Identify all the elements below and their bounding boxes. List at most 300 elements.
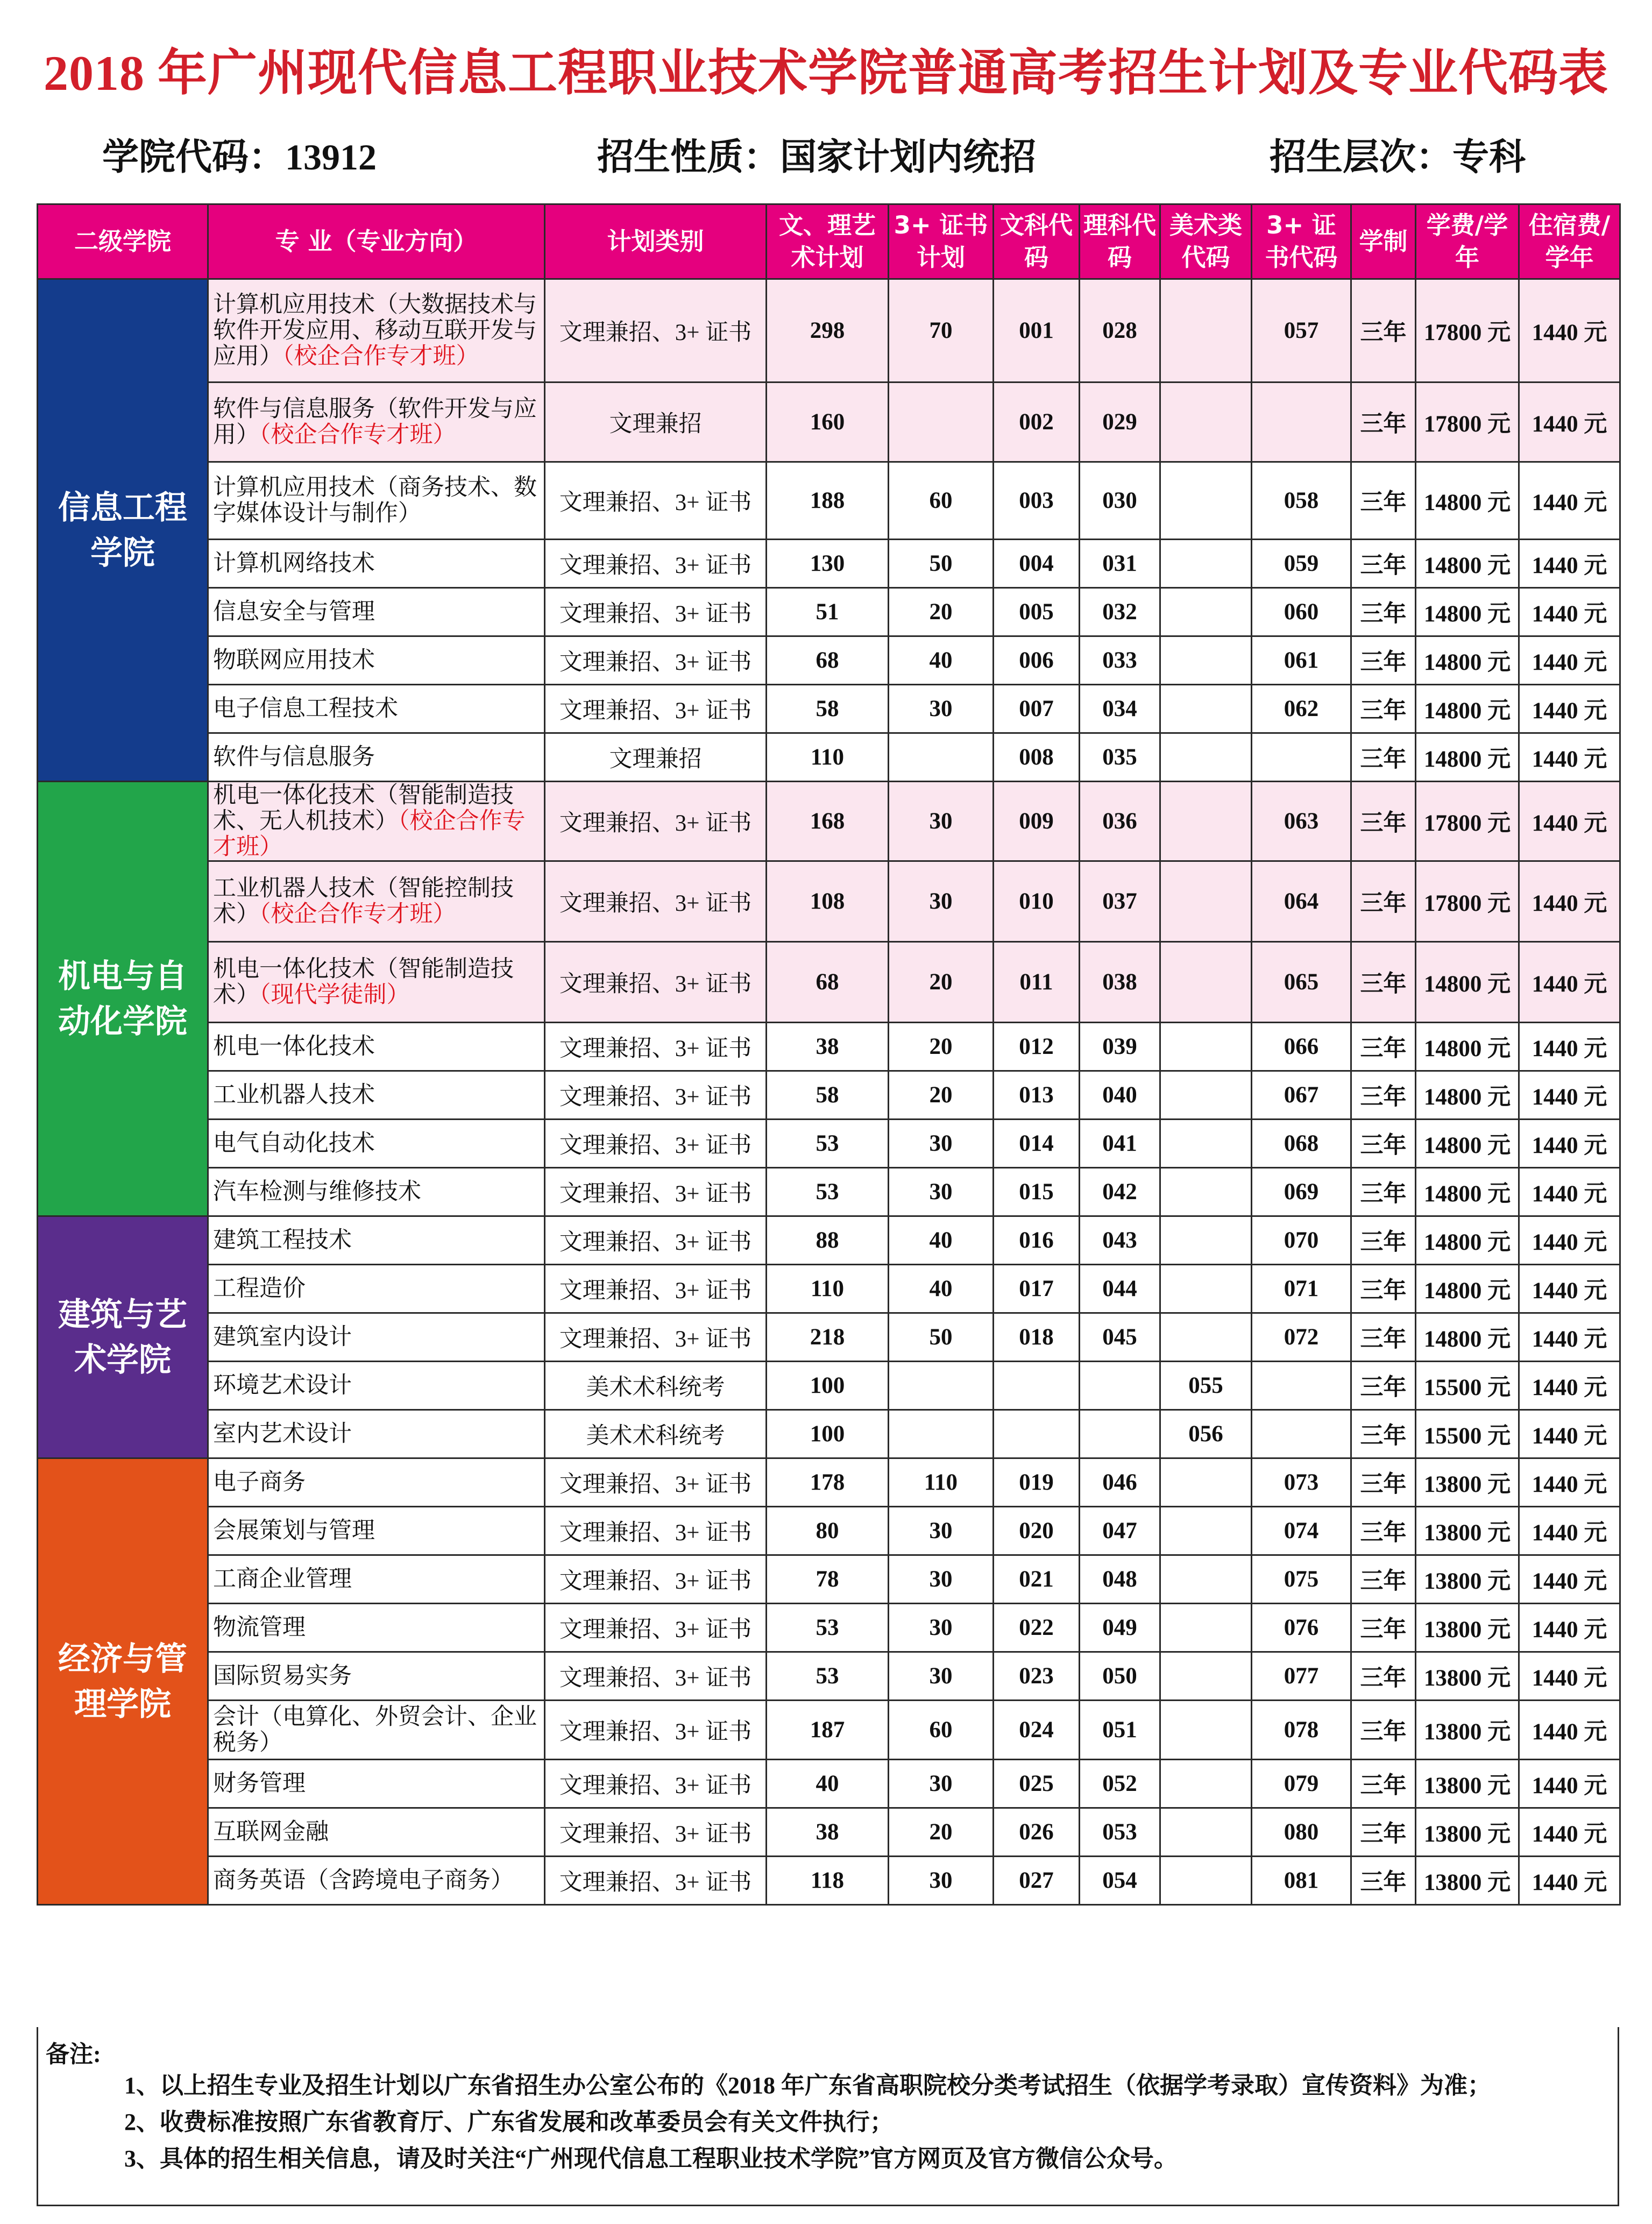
- cert-code-cell: 065: [1252, 942, 1351, 1023]
- cert-plan-cell: 60: [889, 462, 994, 540]
- enrollment-nature: 招生性质：国家计划内统招: [597, 137, 1037, 178]
- table-row: [38, 383, 1620, 462]
- duration-cell: 三年: [1351, 636, 1416, 685]
- cert-code-cell: 059: [1252, 540, 1351, 588]
- li-code-cell: 029: [1080, 383, 1160, 462]
- art-code-cell: [1160, 588, 1252, 636]
- table-body: [38, 279, 1620, 1905]
- duration-cell: 三年: [1351, 1362, 1416, 1410]
- li-code-cell: 043: [1080, 1216, 1160, 1265]
- dorm-fee-cell: 1440 元: [1519, 1120, 1620, 1168]
- tuition-cell: 13800 元: [1416, 1652, 1519, 1701]
- cert-plan-cell: 60: [889, 1701, 994, 1760]
- li-code-cell: 039: [1080, 1023, 1160, 1071]
- cert-plan-cell: 30: [889, 1120, 994, 1168]
- li-code-cell: 035: [1080, 733, 1160, 782]
- major-cell: [208, 1216, 545, 1265]
- major-cell: [208, 1168, 545, 1216]
- major-cell: [208, 1857, 545, 1905]
- duration-cell: 三年: [1351, 1458, 1416, 1507]
- li-code-cell: [1080, 1362, 1160, 1410]
- plan-type-cell: 文理兼招、3+ 证书: [545, 942, 767, 1023]
- cert-code-cell: 069: [1252, 1168, 1351, 1216]
- major-cell: [208, 1023, 545, 1071]
- major-cell: [208, 540, 545, 588]
- li-code-cell: 030: [1080, 462, 1160, 540]
- plan-cell: 100: [767, 1362, 889, 1410]
- cert-code-cell: 067: [1252, 1071, 1351, 1120]
- major-name: 室内艺术设计: [213, 1421, 352, 1447]
- art-code-cell: [1160, 1857, 1252, 1905]
- tuition-cell: 14800 元: [1416, 1313, 1519, 1362]
- tuition-cell: 17800 元: [1416, 861, 1519, 942]
- plan-type-cell: 文理兼招、3+ 证书: [545, 588, 767, 636]
- plan-cell: 78: [767, 1555, 889, 1604]
- tuition-cell: 13800 元: [1416, 1701, 1519, 1760]
- dorm-fee-cell: 1440 元: [1519, 1760, 1620, 1808]
- cert-plan-cell: [889, 733, 994, 782]
- major-name: 商务英语（含跨境电子商务）: [213, 1867, 514, 1893]
- plan-type-cell: 文理兼招、3+ 证书: [545, 1120, 767, 1168]
- tuition-cell: 13800 元: [1416, 1760, 1519, 1808]
- art-code-cell: [1160, 1507, 1252, 1555]
- tuition-cell: 15500 元: [1416, 1410, 1519, 1458]
- header-major: 专 业（专业方向）: [208, 204, 545, 279]
- tuition-cell: 14800 元: [1416, 685, 1519, 733]
- cert-plan-cell: 20: [889, 1808, 994, 1857]
- tuition-cell: 14800 元: [1416, 1023, 1519, 1071]
- table-row: [38, 1265, 1620, 1313]
- duration-cell: 三年: [1351, 383, 1416, 462]
- page-title: 2018 年广州现代信息工程职业技术学院普通高考招生计划及专业代码表: [43, 46, 1608, 101]
- duration-cell: 三年: [1351, 733, 1416, 782]
- tuition-cell: 17800 元: [1416, 279, 1519, 383]
- plan-cell: 130: [767, 540, 889, 588]
- cert-plan-cell: 50: [889, 1313, 994, 1362]
- major-cell: [208, 588, 545, 636]
- header-plan: 文、理艺术计划: [767, 204, 889, 279]
- cert-code-cell: 074: [1252, 1507, 1351, 1555]
- major-cell: [208, 462, 545, 540]
- plan-type-cell: 文理兼招: [545, 733, 767, 782]
- cert-plan-cell: 30: [889, 1507, 994, 1555]
- table-row: [38, 1652, 1620, 1701]
- duration-cell: 三年: [1351, 1313, 1416, 1362]
- table-row: [38, 1760, 1620, 1808]
- cert-code-cell: 060: [1252, 588, 1351, 636]
- wen-code-cell: 024: [994, 1701, 1080, 1760]
- cert-code-cell: 073: [1252, 1458, 1351, 1507]
- college-name-cell: 机电与自动化学院: [38, 782, 208, 1216]
- cert-plan-cell: 30: [889, 861, 994, 942]
- cert-code-cell: 075: [1252, 1555, 1351, 1604]
- major-name: 建筑工程技术: [213, 1227, 352, 1253]
- li-code-cell: 032: [1080, 588, 1160, 636]
- li-code-cell: 034: [1080, 685, 1160, 733]
- major-cell: [208, 1604, 545, 1652]
- li-code-cell: 042: [1080, 1168, 1160, 1216]
- major-cell: [208, 1313, 545, 1362]
- art-code-cell: 056: [1160, 1410, 1252, 1458]
- major-cell: [208, 685, 545, 733]
- cert-plan-cell: 30: [889, 1652, 994, 1701]
- wen-code-cell: 011: [994, 942, 1080, 1023]
- art-code-cell: [1160, 1458, 1252, 1507]
- duration-cell: 三年: [1351, 1410, 1416, 1458]
- cert-plan-cell: 30: [889, 1168, 994, 1216]
- dorm-fee-cell: 1440 元: [1519, 1265, 1620, 1313]
- table-row: [38, 1701, 1620, 1760]
- table-row: [38, 1507, 1620, 1555]
- header-dorm-fee: 住宿费/学年: [1519, 204, 1620, 279]
- header-plan-type: 计划类别: [545, 204, 767, 279]
- li-code-cell: 040: [1080, 1071, 1160, 1120]
- li-code-cell: 031: [1080, 540, 1160, 588]
- major-cell: [208, 636, 545, 685]
- li-code-cell: 053: [1080, 1808, 1160, 1857]
- wen-code-cell: 022: [994, 1604, 1080, 1652]
- art-code-cell: [1160, 942, 1252, 1023]
- dorm-fee-cell: 1440 元: [1519, 733, 1620, 782]
- major-name: 工商企业管理: [213, 1566, 352, 1592]
- major-name: 工程造价: [213, 1276, 306, 1301]
- art-code-cell: [1160, 782, 1252, 861]
- li-code-cell: 051: [1080, 1701, 1160, 1760]
- plan-type-cell: 美术术科统考: [545, 1410, 767, 1458]
- wen-code-cell: 020: [994, 1507, 1080, 1555]
- plan-cell: 38: [767, 1023, 889, 1071]
- duration-cell: 三年: [1351, 1120, 1416, 1168]
- plan-type-cell: 文理兼招、3+ 证书: [545, 1168, 767, 1216]
- li-code-cell: 054: [1080, 1857, 1160, 1905]
- major-cell: [208, 1808, 545, 1857]
- header-wen-code: 文科代码: [994, 204, 1080, 279]
- tuition-cell: 13800 元: [1416, 1604, 1519, 1652]
- cert-code-cell: 058: [1252, 462, 1351, 540]
- college-code: 学院代码：13912: [102, 137, 377, 178]
- wen-code-cell: 017: [994, 1265, 1080, 1313]
- duration-cell: 三年: [1351, 1265, 1416, 1313]
- plan-type-cell: 文理兼招、3+ 证书: [545, 279, 767, 383]
- plan-cell: 298: [767, 279, 889, 383]
- table-row: [38, 1313, 1620, 1362]
- tuition-cell: 14800 元: [1416, 462, 1519, 540]
- plan-type-cell: 文理兼招、3+ 证书: [545, 540, 767, 588]
- cert-code-cell: 066: [1252, 1023, 1351, 1071]
- plan-type-cell: 文理兼招、3+ 证书: [545, 1458, 767, 1507]
- li-code-cell: 049: [1080, 1604, 1160, 1652]
- wen-code-cell: 003: [994, 462, 1080, 540]
- tuition-cell: 17800 元: [1416, 782, 1519, 861]
- tuition-cell: 14800 元: [1416, 588, 1519, 636]
- cert-code-cell: 080: [1252, 1808, 1351, 1857]
- table-row: [38, 861, 1620, 942]
- plan-type-cell: 文理兼招、3+ 证书: [545, 1216, 767, 1265]
- table-row: [38, 1604, 1620, 1652]
- art-code-cell: [1160, 540, 1252, 588]
- cert-plan-cell: 30: [889, 685, 994, 733]
- cert-plan-cell: 70: [889, 279, 994, 383]
- duration-cell: 三年: [1351, 1652, 1416, 1701]
- cert-code-cell: 070: [1252, 1216, 1351, 1265]
- major-cell: [208, 383, 545, 462]
- plan-type-cell: 美术术科统考: [545, 1362, 767, 1410]
- wen-code-cell: 026: [994, 1808, 1080, 1857]
- header-tuition: 学费/学年: [1416, 204, 1519, 279]
- major-cell: [208, 1071, 545, 1120]
- cert-plan-cell: 20: [889, 588, 994, 636]
- plan-type-cell: 文理兼招、3+ 证书: [545, 1555, 767, 1604]
- dorm-fee-cell: 1440 元: [1519, 1410, 1620, 1458]
- cert-plan-cell: 20: [889, 942, 994, 1023]
- dorm-fee-cell: 1440 元: [1519, 1023, 1620, 1071]
- major-name: 建筑室内设计: [213, 1324, 352, 1350]
- cert-plan-cell: 40: [889, 1216, 994, 1265]
- wen-code-cell: 023: [994, 1652, 1080, 1701]
- wen-code-cell: 014: [994, 1120, 1080, 1168]
- dorm-fee-cell: 1440 元: [1519, 1216, 1620, 1265]
- cert-plan-cell: [889, 1410, 994, 1458]
- major-note: （校企合作专才班）: [259, 901, 456, 927]
- major-cell: [208, 1760, 545, 1808]
- major-name: 计算机应用技术（大数据技术与软件开发应用、移动互联开发与应用）: [213, 292, 537, 369]
- tuition-cell: 13800 元: [1416, 1507, 1519, 1555]
- dorm-fee-cell: 1440 元: [1519, 1808, 1620, 1857]
- cert-code-cell: 077: [1252, 1652, 1351, 1701]
- dorm-fee-cell: 1440 元: [1519, 861, 1620, 942]
- plan-cell: 168: [767, 782, 889, 861]
- duration-cell: 三年: [1351, 540, 1416, 588]
- plan-cell: 53: [767, 1604, 889, 1652]
- plan-cell: 110: [767, 733, 889, 782]
- header-li-code: 理科代码: [1080, 204, 1160, 279]
- dorm-fee-cell: 1440 元: [1519, 1071, 1620, 1120]
- li-code-cell: 033: [1080, 636, 1160, 685]
- dorm-fee-cell: 1440 元: [1519, 942, 1620, 1023]
- art-code-cell: [1160, 383, 1252, 462]
- art-code-cell: [1160, 1760, 1252, 1808]
- cert-code-cell: 079: [1252, 1760, 1351, 1808]
- cert-code-cell: [1252, 1362, 1351, 1410]
- table-row: [38, 1120, 1620, 1168]
- dorm-fee-cell: 1440 元: [1519, 1857, 1620, 1905]
- wen-code-cell: 002: [994, 383, 1080, 462]
- cert-plan-cell: 30: [889, 782, 994, 861]
- cert-plan-cell: 110: [889, 1458, 994, 1507]
- table-row: [38, 462, 1620, 540]
- li-code-cell: 045: [1080, 1313, 1160, 1362]
- table-row: [38, 1362, 1620, 1410]
- major-cell: [208, 942, 545, 1023]
- major-cell: [208, 1652, 545, 1701]
- dorm-fee-cell: 1440 元: [1519, 462, 1620, 540]
- dorm-fee-cell: 1440 元: [1519, 1313, 1620, 1362]
- table-row: [38, 782, 1620, 861]
- major-cell: [208, 733, 545, 782]
- major-name: 电气自动化技术: [213, 1130, 375, 1156]
- header-cert-code: 3+ 证书代码: [1252, 204, 1351, 279]
- table-row: [38, 1168, 1620, 1216]
- table-row: [38, 1023, 1620, 1071]
- art-code-cell: [1160, 279, 1252, 383]
- notes-title: 备注:: [46, 2041, 101, 2067]
- major-cell: [208, 1410, 545, 1458]
- wen-code-cell: 021: [994, 1555, 1080, 1604]
- note-item: 3、具体的招生相关信息，请及时关注“广州现代信息工程职业技术学院”官方网页及官方微信公众号。: [124, 2145, 1178, 2172]
- major-name: 软件与信息服务: [213, 744, 375, 770]
- table-row: [38, 1410, 1620, 1458]
- enrollment-table: [37, 203, 1621, 1906]
- plan-type-cell: 文理兼招、3+ 证书: [545, 636, 767, 685]
- plan-cell: 53: [767, 1120, 889, 1168]
- major-name: 电子商务: [213, 1469, 306, 1495]
- tuition-cell: 14800 元: [1416, 636, 1519, 685]
- tuition-cell: 13800 元: [1416, 1555, 1519, 1604]
- wen-code-cell: 007: [994, 685, 1080, 733]
- cert-code-cell: [1252, 733, 1351, 782]
- duration-cell: 三年: [1351, 942, 1416, 1023]
- table-row: [38, 1071, 1620, 1120]
- header-art-code: 美术类代码: [1160, 204, 1252, 279]
- major-cell: [208, 1507, 545, 1555]
- major-name: 机电一体化技术: [213, 1033, 375, 1059]
- duration-cell: 三年: [1351, 1216, 1416, 1265]
- cert-code-cell: 078: [1252, 1701, 1351, 1760]
- art-code-cell: [1160, 1604, 1252, 1652]
- art-code-cell: [1160, 1120, 1252, 1168]
- plan-cell: 160: [767, 383, 889, 462]
- wen-code-cell: 009: [994, 782, 1080, 861]
- plan-cell: 118: [767, 1857, 889, 1905]
- major-name: 财务管理: [213, 1770, 306, 1796]
- major-name: 信息安全与管理: [213, 599, 375, 625]
- wen-code-cell: [994, 1362, 1080, 1410]
- table-row: [38, 1216, 1620, 1265]
- cert-plan-cell: 20: [889, 1023, 994, 1071]
- table-row: [38, 685, 1620, 733]
- table-row: [38, 942, 1620, 1023]
- plan-type-cell: 文理兼招、3+ 证书: [545, 462, 767, 540]
- tuition-cell: 14800 元: [1416, 942, 1519, 1023]
- tuition-cell: 14800 元: [1416, 540, 1519, 588]
- dorm-fee-cell: 1440 元: [1519, 1458, 1620, 1507]
- plan-type-cell: 文理兼招、3+ 证书: [545, 1071, 767, 1120]
- plan-type-cell: 文理兼招: [545, 383, 767, 462]
- duration-cell: 三年: [1351, 1023, 1416, 1071]
- dorm-fee-cell: 1440 元: [1519, 1362, 1620, 1410]
- table-row: [38, 279, 1620, 383]
- tuition-cell: 14800 元: [1416, 1216, 1519, 1265]
- wen-code-cell: 010: [994, 861, 1080, 942]
- tuition-cell: 13800 元: [1416, 1458, 1519, 1507]
- plan-type-cell: 文理兼招、3+ 证书: [545, 1023, 767, 1071]
- dorm-fee-cell: 1440 元: [1519, 685, 1620, 733]
- duration-cell: 三年: [1351, 1701, 1416, 1760]
- wen-code-cell: 016: [994, 1216, 1080, 1265]
- cert-plan-cell: 30: [889, 1604, 994, 1652]
- tuition-cell: 14800 元: [1416, 1120, 1519, 1168]
- plan-cell: 110: [767, 1265, 889, 1313]
- major-name: 互联网金融: [213, 1819, 329, 1845]
- table-row: [38, 1458, 1620, 1507]
- dorm-fee-cell: 1440 元: [1519, 782, 1620, 861]
- art-code-cell: [1160, 462, 1252, 540]
- dorm-fee-cell: 1440 元: [1519, 1555, 1620, 1604]
- cert-code-cell: 062: [1252, 685, 1351, 733]
- li-code-cell: 038: [1080, 942, 1160, 1023]
- wen-code-cell: 015: [994, 1168, 1080, 1216]
- li-code-cell: 037: [1080, 861, 1160, 942]
- major-name: 机电一体化技术（智能制造技术、无人机技术）: [213, 782, 514, 834]
- cert-code-cell: 057: [1252, 279, 1351, 383]
- cert-code-cell: 061: [1252, 636, 1351, 685]
- plan-cell: 51: [767, 588, 889, 636]
- header-row: [38, 204, 1620, 279]
- wen-code-cell: 027: [994, 1857, 1080, 1905]
- header-cert-plan: 3+ 证书计划: [889, 204, 994, 279]
- major-name: 会计（电算化、外贸会计、企业税务）: [213, 1704, 537, 1755]
- tuition-cell: 13800 元: [1416, 1808, 1519, 1857]
- cert-plan-cell: 40: [889, 1265, 994, 1313]
- li-code-cell: 028: [1080, 279, 1160, 383]
- table-row: [38, 1555, 1620, 1604]
- art-code-cell: [1160, 1313, 1252, 1362]
- art-code-cell: [1160, 861, 1252, 942]
- wen-code-cell: 012: [994, 1023, 1080, 1071]
- art-code-cell: [1160, 1216, 1252, 1265]
- major-note: （校企合作专才班）: [259, 422, 456, 448]
- dorm-fee-cell: 1440 元: [1519, 588, 1620, 636]
- major-name: 计算机网络技术: [213, 550, 375, 576]
- wen-code-cell: [994, 1410, 1080, 1458]
- major-cell: [208, 861, 545, 942]
- table-row: [38, 636, 1620, 685]
- wen-code-cell: 001: [994, 279, 1080, 383]
- plan-cell: 40: [767, 1760, 889, 1808]
- major-note: （校企合作专才班）: [213, 808, 526, 860]
- major-cell: [208, 782, 545, 861]
- duration-cell: 三年: [1351, 588, 1416, 636]
- major-cell: [208, 1362, 545, 1410]
- duration-cell: 三年: [1351, 1168, 1416, 1216]
- major-cell: [208, 1265, 545, 1313]
- duration-cell: 三年: [1351, 685, 1416, 733]
- table-row: [38, 733, 1620, 782]
- plan-type-cell: 文理兼招、3+ 证书: [545, 685, 767, 733]
- wen-code-cell: 006: [994, 636, 1080, 685]
- major-note: （校企合作专才班）: [282, 343, 479, 369]
- major-name: 会展策划与管理: [213, 1518, 375, 1543]
- plan-type-cell: 文理兼招、3+ 证书: [545, 1652, 767, 1701]
- plan-cell: 68: [767, 636, 889, 685]
- cert-plan-cell: [889, 1362, 994, 1410]
- li-code-cell: 046: [1080, 1458, 1160, 1507]
- dorm-fee-cell: 1440 元: [1519, 636, 1620, 685]
- art-code-cell: [1160, 1265, 1252, 1313]
- college-name-cell: 信息工程学院: [38, 279, 208, 782]
- dorm-fee-cell: 1440 元: [1519, 383, 1620, 462]
- plan-cell: 108: [767, 861, 889, 942]
- plan-cell: 38: [767, 1808, 889, 1857]
- college-name-cell: 建筑与艺术学院: [38, 1216, 208, 1458]
- cert-plan-cell: 30: [889, 1857, 994, 1905]
- dorm-fee-cell: 1440 元: [1519, 279, 1620, 383]
- dorm-fee-cell: 1440 元: [1519, 1701, 1620, 1760]
- li-code-cell: 036: [1080, 782, 1160, 861]
- li-code-cell: 050: [1080, 1652, 1160, 1701]
- major-cell: [208, 1120, 545, 1168]
- dorm-fee-cell: 1440 元: [1519, 540, 1620, 588]
